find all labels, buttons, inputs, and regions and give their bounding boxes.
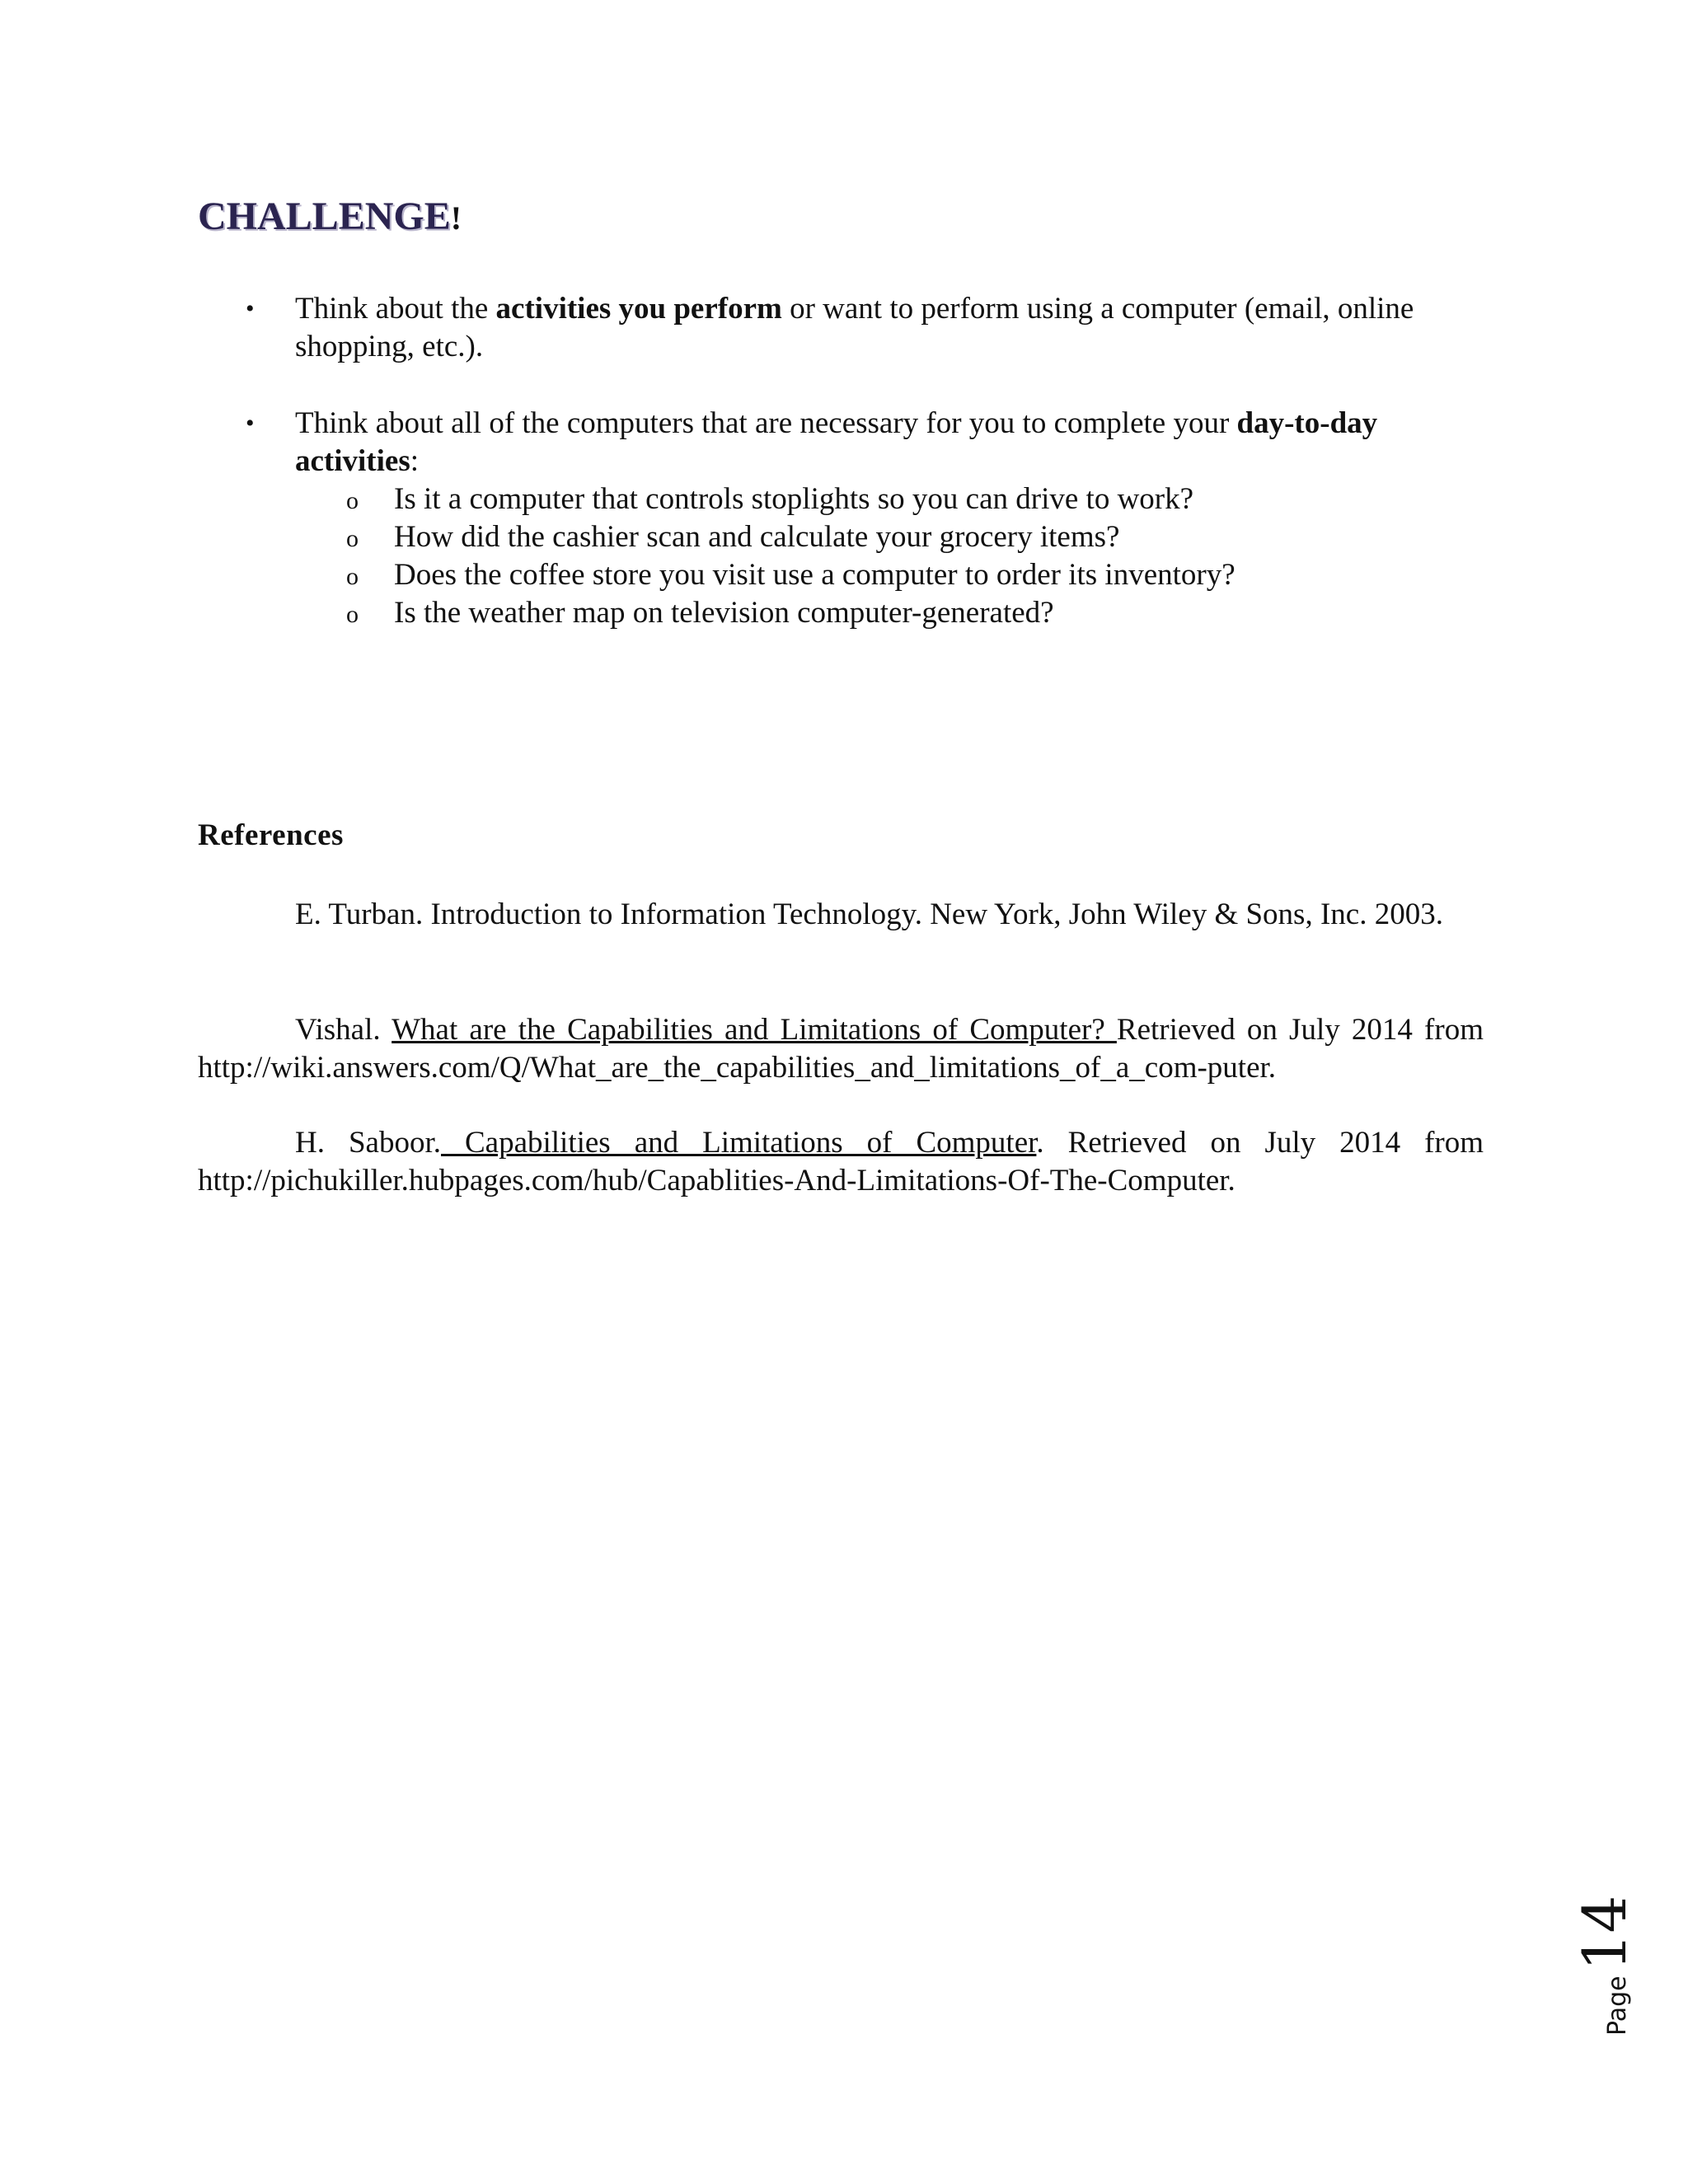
- challenge-heading-text: CHALLENGE: [198, 194, 451, 238]
- bullet-dot-icon: •: [246, 410, 255, 437]
- reference-vishal-rest: Retrieved on July 2014 from http://wiki.answers.com/Q/What_are_the_capabilities_and_limitations_of_a_com-puter.: [198, 1013, 1484, 1085]
- references-title: References: [198, 818, 344, 852]
- sub-bullet-item: [295, 556, 1484, 594]
- bullet-1-suffix: or want to perform using a computer (email, online shopping, etc.).: [295, 292, 1414, 363]
- circle-bullet-icon: o: [346, 487, 359, 514]
- sub-bullet-item: [295, 480, 1484, 518]
- sub-bullet-text: Is it a computer that controls stoplights so you can drive to work?: [394, 482, 1194, 516]
- bullet-1-prefix: Think about the: [295, 292, 496, 326]
- bullet-2-bold: day-to-day activities: [295, 406, 1378, 478]
- sub-bullet-text: How did the cashier scan and calculate your grocery items?: [394, 520, 1120, 554]
- reference-turban: [198, 896, 1484, 934]
- reference-vishal-title-link[interactable]: What are the Capabilities and Limitations of Computer?: [392, 1013, 1117, 1047]
- challenge-bullet-list: [198, 290, 1484, 671]
- sub-bullet-text: Does the coffee store you visit use a computer to order its inventory?: [394, 558, 1236, 592]
- sub-bullet-text: Is the weather map on television computer-generated?: [394, 596, 1054, 630]
- page-number: 14: [1570, 1895, 1639, 1971]
- circle-bullet-icon: o: [346, 563, 359, 590]
- bullet-1-bold: activities you perform: [495, 292, 782, 326]
- bullet-item-activities: [198, 290, 1484, 366]
- bullet-2-prefix: Think about all of the computers that are necessary for you to complete your: [295, 406, 1237, 440]
- reference-saboor: [198, 1124, 1484, 1200]
- reference-saboor-rest: . Retrieved on July 2014 from http://pichukiller.hubpages.com/hub/Capablities-And-Limitations-Of-The-Computer.: [198, 1126, 1484, 1197]
- reference-vishal: [198, 1011, 1484, 1087]
- circle-bullet-icon: o: [346, 525, 359, 552]
- reference-saboor-author: H. Saboor.: [295, 1126, 441, 1160]
- page-label: Page: [1603, 1975, 1632, 2036]
- challenge-heading-exclamation: !: [450, 199, 462, 237]
- page-number-footer: [1570, 1895, 1639, 2036]
- sub-bullet-item: [295, 594, 1484, 632]
- sub-bullet-list: [295, 480, 1484, 632]
- page-number-rotated: [1570, 1896, 1639, 2036]
- reference-turban-text: E. Turban. Introduction to Information Technology. New York, John Wiley & Sons, Inc. 2003.: [295, 898, 1443, 931]
- bullet-dot-icon: •: [246, 295, 255, 322]
- challenge-heading: [198, 194, 462, 239]
- reference-vishal-author: Vishal.: [295, 1013, 392, 1047]
- reference-saboor-title-link[interactable]: Capabilities and Limitations of Computer: [440, 1126, 1037, 1160]
- circle-bullet-icon: o: [346, 601, 359, 628]
- bullet-2-suffix: :: [410, 444, 420, 478]
- sub-bullet-item: [295, 518, 1484, 556]
- bullet-item-day-to-day: [198, 405, 1484, 632]
